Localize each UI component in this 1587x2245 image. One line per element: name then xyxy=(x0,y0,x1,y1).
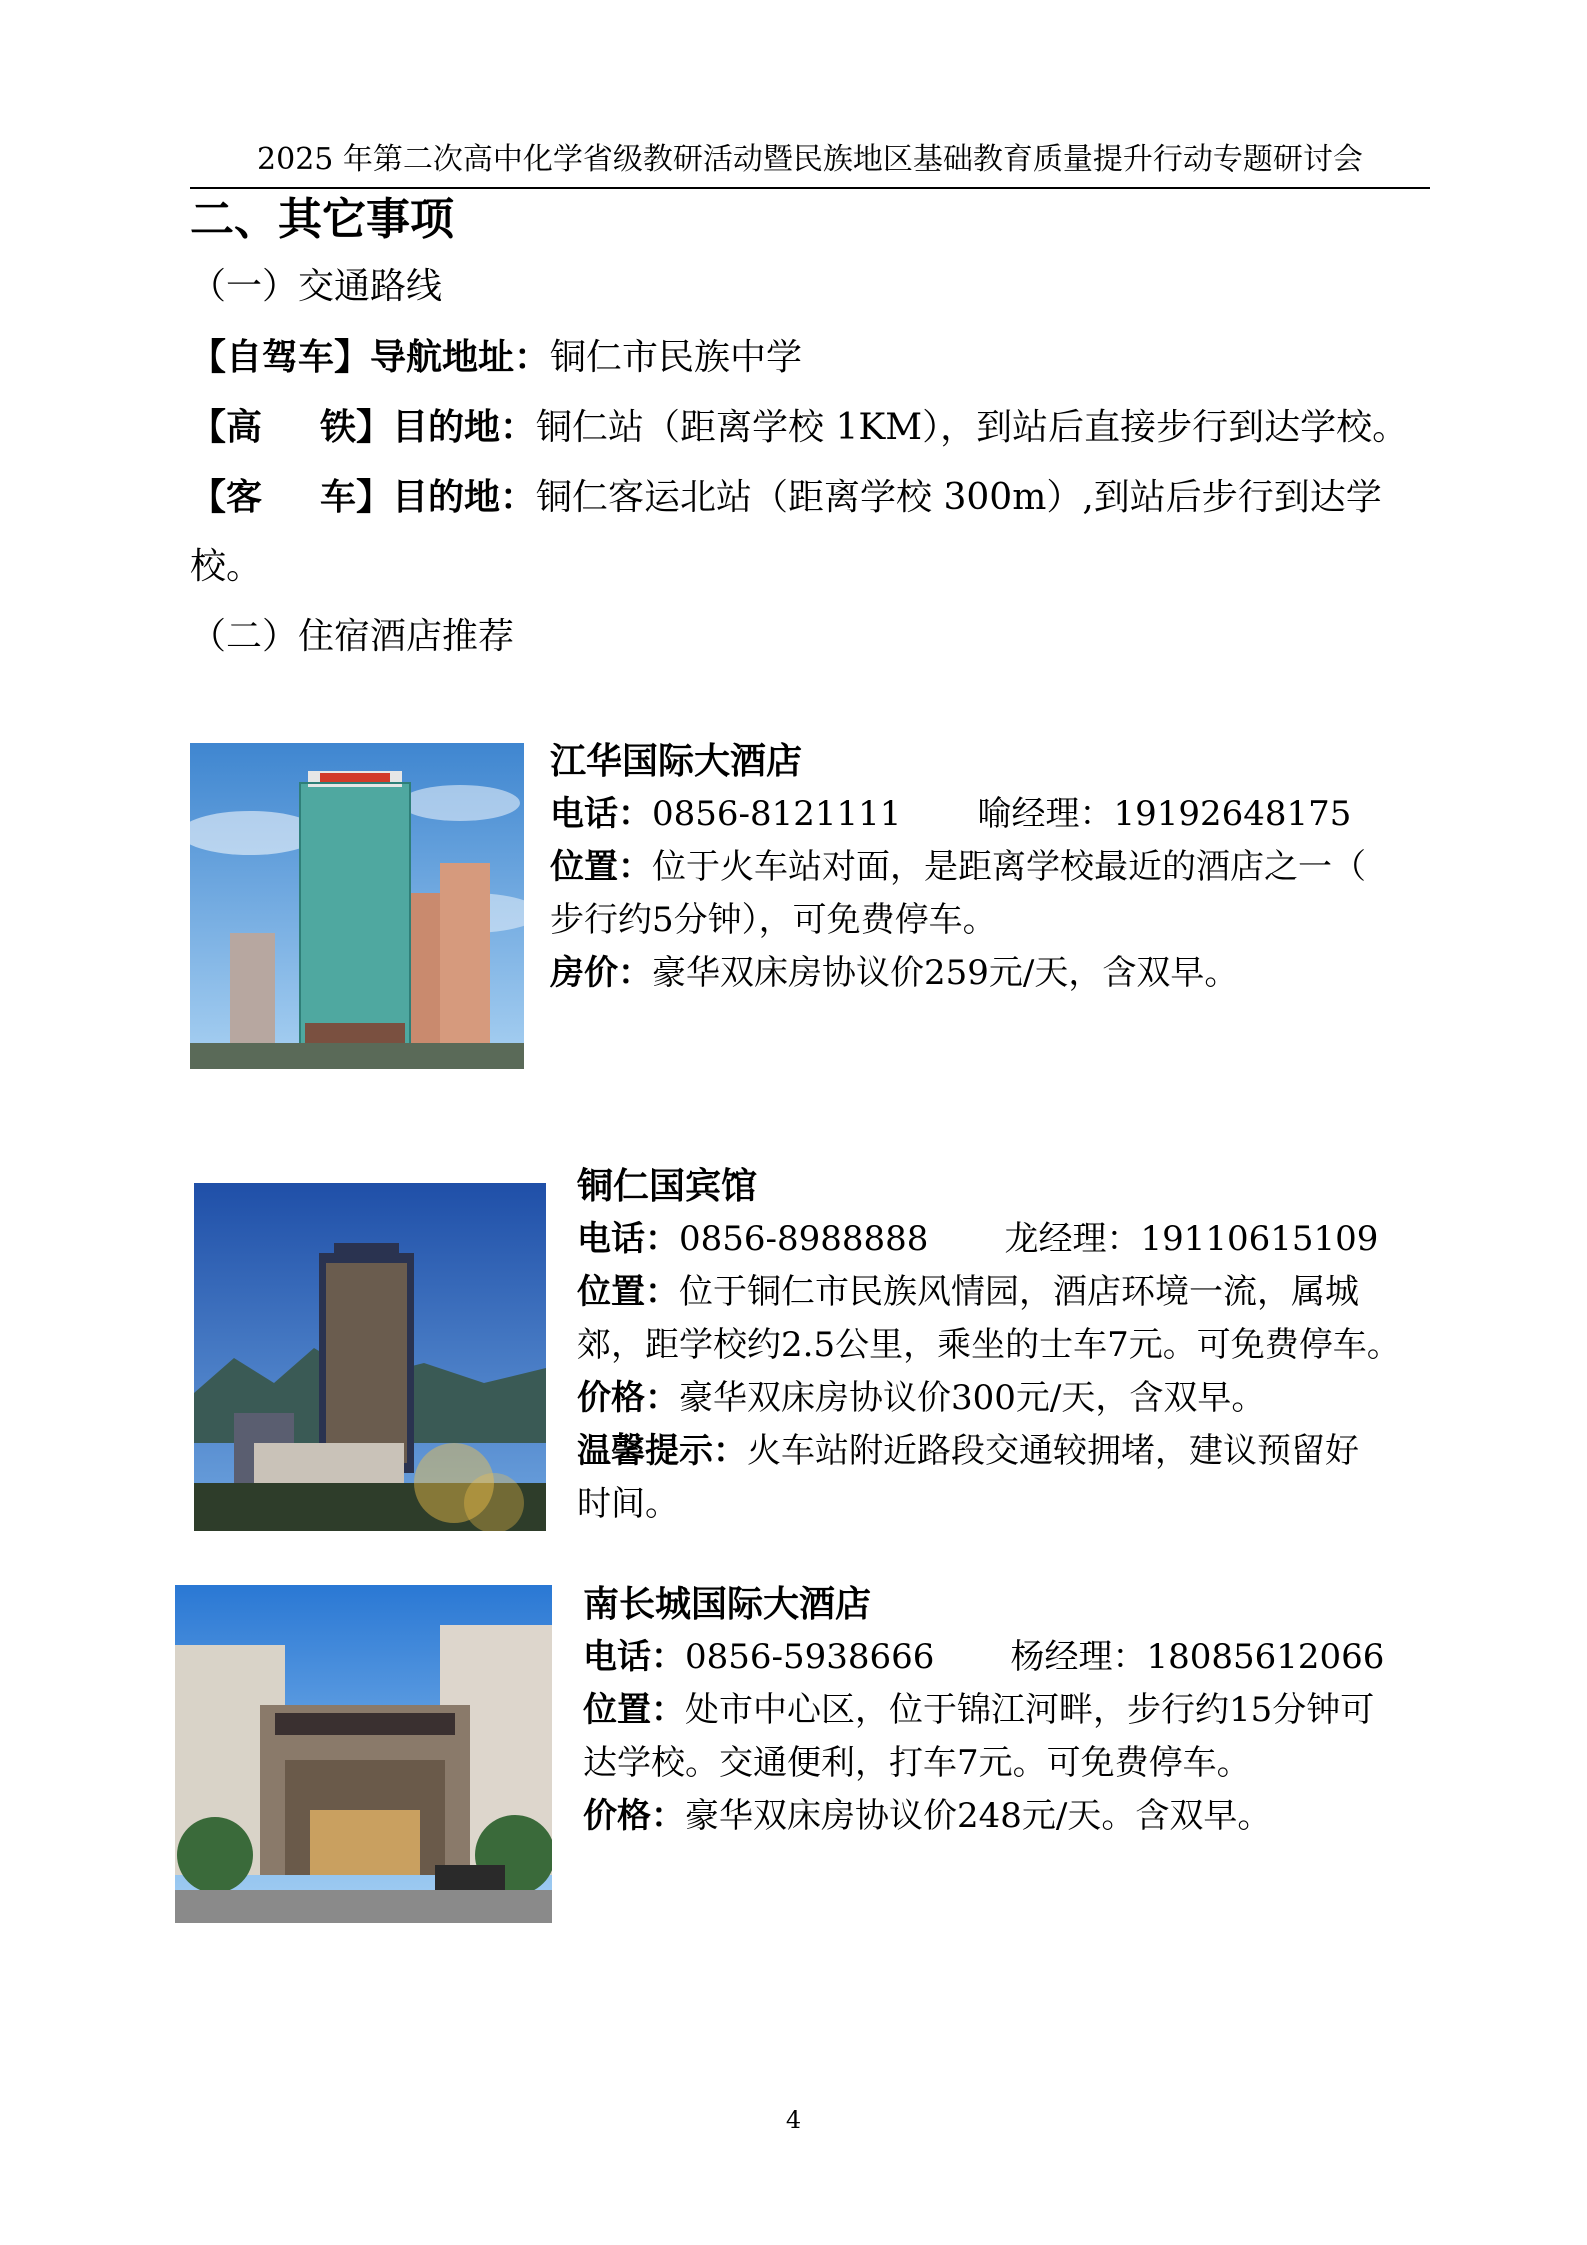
hotel-phone: 0856-8988888 xyxy=(679,1219,929,1259)
hotel-phone-row xyxy=(583,1631,1384,1684)
header-rule xyxy=(190,187,1430,189)
rail-label-a: 【高 xyxy=(190,406,263,448)
document-header: 2025 年第二次高中化学省级教研活动暨民族地区基础教育质量提升行动专题研讨会 xyxy=(257,142,1363,177)
hotel-price-row xyxy=(550,947,1238,1000)
hotel-tip-cont: 时间。 xyxy=(577,1484,679,1524)
transport-heading: （一）交通路线 xyxy=(190,266,443,307)
hotel-location-cont: 步行约5分钟），可免费停车。 xyxy=(550,900,997,940)
hotel-photo-jianghua xyxy=(190,743,524,1069)
phone-label: 电话： xyxy=(583,1637,685,1677)
hotel-phone: 0856-8121111 xyxy=(652,794,902,834)
location-label: 位置： xyxy=(583,1690,685,1730)
hotel-manager: 杨经理：18085612066 xyxy=(1010,1637,1385,1677)
car-value: 铜仁市民族中学 xyxy=(550,337,803,378)
hotel-tip-row xyxy=(577,1425,1359,1478)
transport-bus-cont: 校。 xyxy=(190,546,263,587)
hotel-location-cont: 郊，距学校约2.5公里，乘坐的士车7元。可免费停车。 xyxy=(577,1325,1401,1365)
hotel-phone-row xyxy=(550,788,1351,841)
phone-label: 电话： xyxy=(550,794,652,834)
hotel-price: 豪华双床房协议价259元/天，含双早。 xyxy=(652,953,1239,993)
hotel-phone-row xyxy=(577,1213,1378,1266)
page-number: 4 xyxy=(785,2106,802,2134)
bus-value: 铜仁客运北站（距离学校 300m）,到站后步行到达学 xyxy=(536,477,1382,518)
rail-label-b: 铁】目的地： xyxy=(320,406,537,448)
location-label: 位置： xyxy=(577,1272,679,1312)
hotel-manager: 龙经理：19110615109 xyxy=(1004,1219,1379,1259)
hotel-price-row xyxy=(583,1790,1271,1843)
hotel-photo-nanchangcheng xyxy=(175,1585,552,1923)
hotel-location-row xyxy=(583,1684,1374,1737)
price-label: 价格： xyxy=(583,1796,685,1836)
price-label: 房价： xyxy=(550,953,652,993)
hotel-location: 处市中心区，位于锦江河畔，步行约15分钟可 xyxy=(685,1690,1375,1730)
hotel-name: 南长城国际大酒店 xyxy=(583,1583,872,1625)
transport-rail xyxy=(190,402,1408,453)
hotel-location: 位于火车站对面，是距离学校最近的酒店之一（ xyxy=(652,847,1366,887)
hotel-location-row xyxy=(577,1266,1359,1319)
hotel-photo-guobin xyxy=(194,1183,546,1531)
price-label: 价格： xyxy=(577,1378,679,1418)
bus-label-a: 【客 xyxy=(190,476,263,518)
hotel-price: 豪华双床房协议价248元/天。含双早。 xyxy=(685,1796,1272,1836)
bus-label-b: 车】目的地： xyxy=(320,476,537,518)
hotel-price-row xyxy=(577,1372,1265,1425)
tip-label: 温馨提示： xyxy=(577,1431,747,1471)
hotel-tip: 火车站附近路段交通较拥堵，建议预留好 xyxy=(747,1431,1359,1471)
transport-car xyxy=(190,332,802,383)
hotel-location-cont: 达学校。交通便利，打车7元。可免费停车。 xyxy=(583,1743,1251,1783)
hotel-name: 铜仁国宾馆 xyxy=(577,1165,758,1207)
hotel-name: 江华国际大酒店 xyxy=(550,740,803,782)
hotel-location-row xyxy=(550,841,1366,894)
section-heading: 二、其它事项 xyxy=(190,194,454,245)
hotel-phone: 0856-5938666 xyxy=(685,1637,935,1677)
location-label: 位置： xyxy=(550,847,652,887)
hotel-price: 豪华双床房协议价300元/天，含双早。 xyxy=(679,1378,1266,1418)
hotel-location: 位于铜仁市民族风情园，酒店环境一流，属城 xyxy=(679,1272,1359,1312)
car-label: 【自驾车】导航地址： xyxy=(190,336,551,378)
hotel-manager: 喻经理：19192648175 xyxy=(977,794,1352,834)
rail-value: 铜仁站（距离学校 1KM），到站后直接步行到达学校。 xyxy=(536,407,1409,448)
phone-label: 电话： xyxy=(577,1219,679,1259)
hotels-heading: （二）住宿酒店推荐 xyxy=(190,616,515,657)
transport-bus xyxy=(190,472,1382,523)
